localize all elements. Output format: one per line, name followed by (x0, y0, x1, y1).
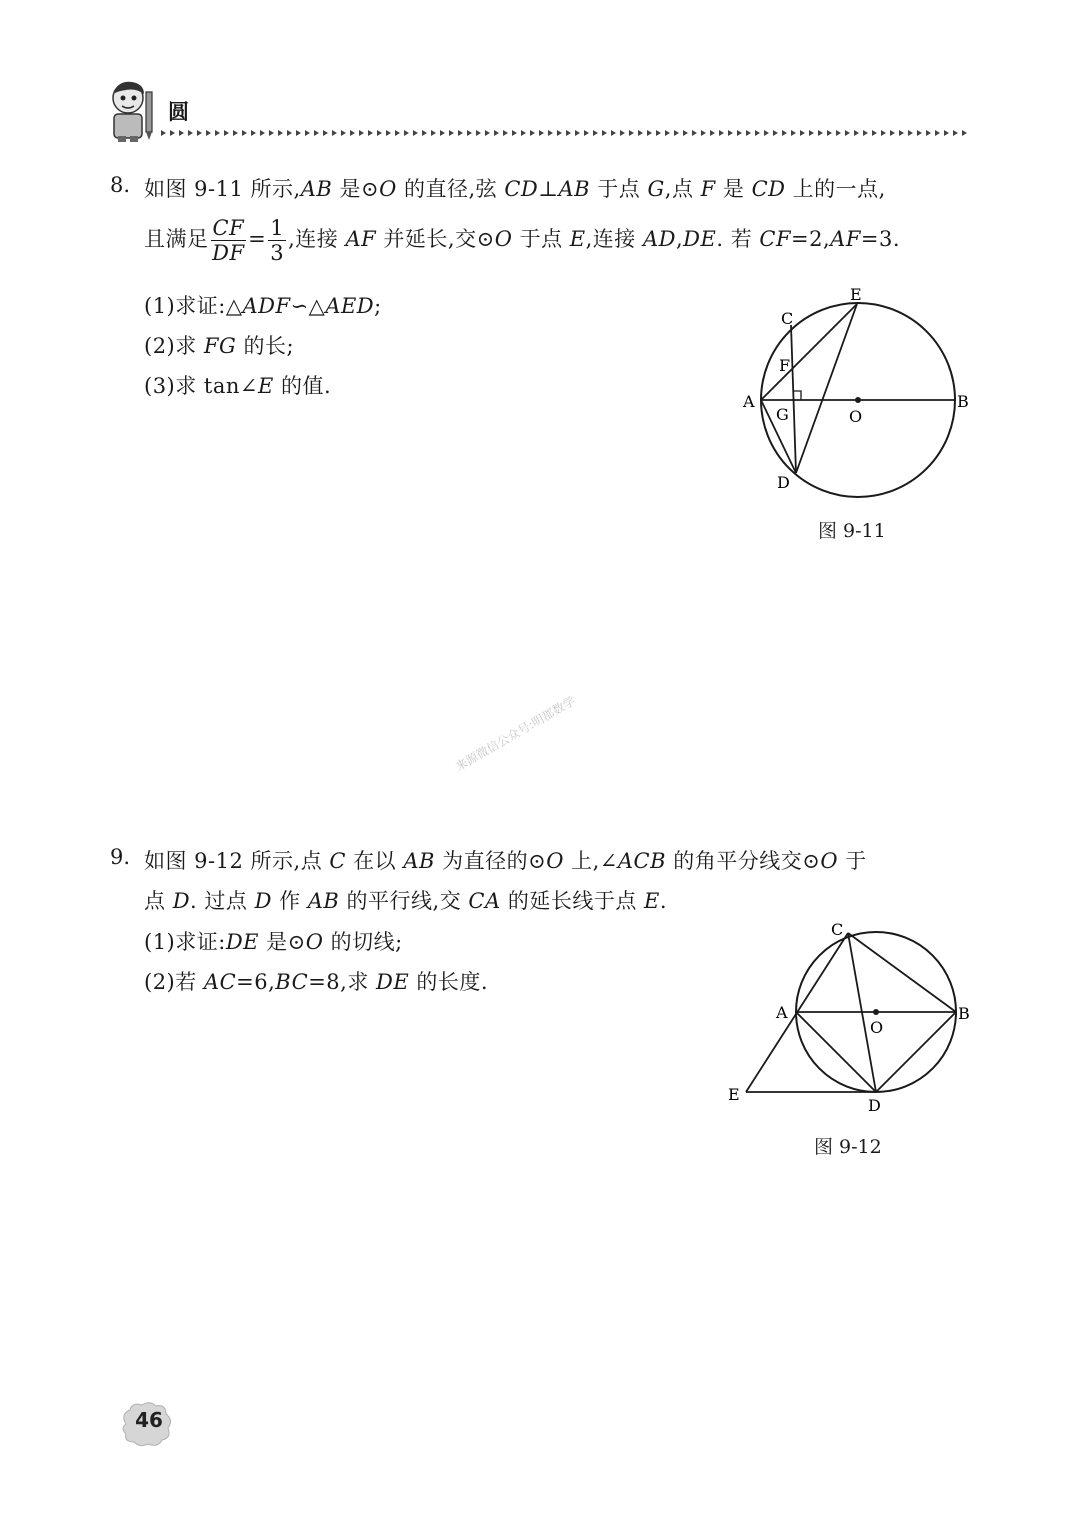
figure-9-11 (735, 280, 980, 510)
problem-9-line1: 如图 9-12 所示,点 C 在以 AB 为直径的⊙O 上,∠ACB 的角平分线交⊙O 于 (144, 849, 867, 873)
label-o: O (849, 407, 863, 426)
label-e: E (850, 285, 862, 304)
chord-cd (791, 325, 796, 473)
label-b: B (957, 392, 969, 411)
center-point-o (855, 397, 861, 403)
chapter-title: 圆 (168, 100, 189, 124)
problem-8-question-3: (3)求 tan∠E 的值. (144, 374, 332, 398)
label-b: B (958, 1004, 970, 1023)
student-mascot-icon (104, 78, 160, 144)
problem-9-question-2: (2)若 AC=6,BC=8,求 DE 的长度. (144, 970, 489, 994)
label-d: D (777, 473, 790, 492)
problem-8-number: 8. (110, 173, 131, 197)
line-ae (761, 304, 857, 400)
label-g: G (776, 405, 789, 424)
line-de (796, 304, 857, 473)
problem-8-line1: 如图 9-11 所示,AB 是⊙O 的直径,弦 CD⊥AB 于点 G,点 F 是 CD 上的一点, (144, 177, 886, 201)
line-cb (848, 933, 956, 1012)
arrow-divider (160, 128, 970, 138)
label-e: E (728, 1085, 740, 1104)
problem-8-question-1: (1)求证:△ADF∽△AED; (144, 294, 382, 318)
center-point-o (873, 1009, 879, 1015)
label-o: O (870, 1018, 884, 1037)
label-c: C (831, 920, 844, 939)
label-a: A (743, 392, 755, 411)
watermark: 来源微信公众号:明郡数学 (453, 693, 578, 774)
label-a: A (776, 1003, 788, 1022)
line-bd (876, 1012, 956, 1092)
label-d: D (868, 1096, 881, 1115)
problem-8-line2: 且满足 $\frac{CF}{DF}$ = $\frac{1}{3}$ ,连接 AF 并延长,交⊙O 于点 E,连接 AD,DE. 若 CF=2,AF=3. (144, 216, 901, 265)
label-c: C (781, 309, 794, 328)
problem-9-number: 9. (110, 845, 131, 869)
fraction-one-third: $\frac{1}{3}$ (270, 216, 285, 265)
problem-8-question-2: (2)求 FG 的长; (144, 334, 295, 358)
figure-9-12 (720, 915, 980, 1120)
problem-9-question-1: (1)求证:DE 是⊙O 的切线; (144, 930, 403, 954)
label-f: F (779, 356, 791, 375)
page-number: 46 (135, 1408, 163, 1432)
fraction-cf-over-df: $\frac{CF}{DF}$ (212, 216, 245, 265)
problem-9-line2: 点 D. 过点 D 作 AB 的平行线,交 CA 的延长线于点 E. (144, 889, 668, 913)
figure-9-11-caption: 图 9-11 (818, 520, 886, 542)
figure-9-12-caption: 图 9-12 (814, 1136, 882, 1158)
